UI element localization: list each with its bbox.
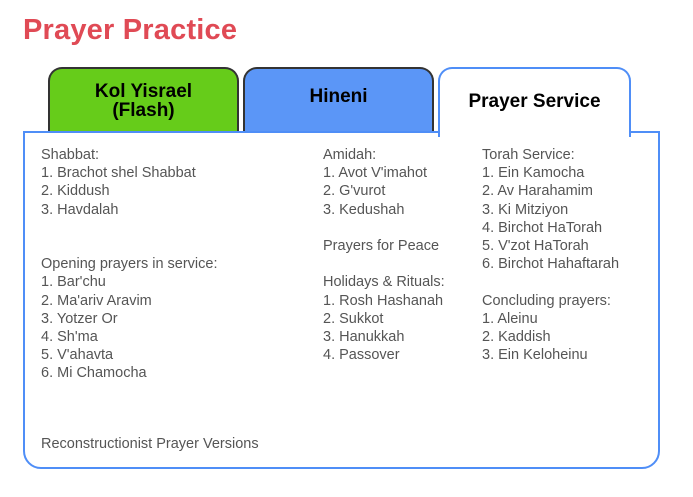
list-item[interactable]: 1. Aleinu: [482, 310, 538, 327]
column-right: [482, 146, 619, 364]
tab-kol-yisrael[interactable]: [48, 67, 239, 133]
list-item[interactable]: 3. Kedushah: [323, 201, 405, 218]
list-item[interactable]: 1. Bar'chu: [41, 274, 106, 291]
tab-hineni-label: Hineni: [309, 85, 368, 107]
opening-prayers-heading: Opening prayers in service:: [41, 256, 218, 273]
tab-prayer-service-label: Prayer Service: [468, 90, 601, 112]
list-item[interactable]: 2. Sukkot: [323, 310, 384, 327]
prayers-for-peace-link[interactable]: Prayers for Peace: [323, 238, 440, 254]
list-item[interactable]: 3. Yotzer Or: [41, 310, 118, 327]
list-item[interactable]: 3. Hanukkah: [323, 329, 405, 345]
list-item[interactable]: 4. Passover: [323, 347, 400, 364]
list-item[interactable]: 5. V'ahavta: [41, 347, 114, 364]
list-item[interactable]: 6. Mi Chamocha: [41, 365, 147, 382]
holidays-heading: Holidays & Rituals:: [323, 274, 445, 291]
list-item[interactable]: 3. Havdalah: [41, 201, 119, 218]
list-item[interactable]: 1. Rosh Hashanah: [323, 292, 444, 309]
list-item[interactable]: 3. Ein Keloheinu: [482, 347, 588, 364]
list-item[interactable]: 5. V'zot HaTorah: [482, 238, 589, 255]
list-item[interactable]: 1. Brachot shel Shabbat: [41, 165, 196, 182]
page-title: Prayer Practice: [23, 14, 238, 46]
reconstructionist-versions-link[interactable]: Reconstructionist Prayer Versions: [41, 436, 259, 452]
concluding-prayers-heading: Concluding prayers:: [482, 292, 611, 309]
column-left: [41, 146, 218, 383]
list-item[interactable]: 4. Birchot HaTorah: [482, 219, 603, 236]
list-item[interactable]: 1. Ein Kamocha: [482, 165, 585, 182]
torah-service-heading: Torah Service:: [482, 147, 575, 163]
tab-kol-yisrael-label: Kol Yisrael (Flash): [94, 81, 193, 121]
tab-prayer-service[interactable]: [438, 67, 631, 137]
list-item[interactable]: 2. Ma'ariv Aravim: [41, 292, 152, 309]
list-item[interactable]: 2. Av Harahamim: [482, 183, 593, 200]
shabbat-heading: Shabbat:: [41, 147, 100, 163]
list-item[interactable]: 2. G'vurot: [323, 183, 386, 200]
list-item[interactable]: 2. Kaddish: [482, 329, 551, 346]
tab-hineni[interactable]: [243, 67, 434, 133]
list-item[interactable]: 3. Ki Mitziyon: [482, 201, 569, 218]
list-item[interactable]: 2. Kiddush: [41, 183, 110, 200]
column-middle: [323, 146, 445, 364]
list-item[interactable]: 6. Birchot Hahaftarah: [482, 256, 620, 273]
list-item[interactable]: 1. Avot V'imahot: [323, 165, 428, 182]
list-item[interactable]: 4. Sh'ma: [41, 329, 98, 346]
amidah-heading: Amidah:: [323, 147, 377, 163]
